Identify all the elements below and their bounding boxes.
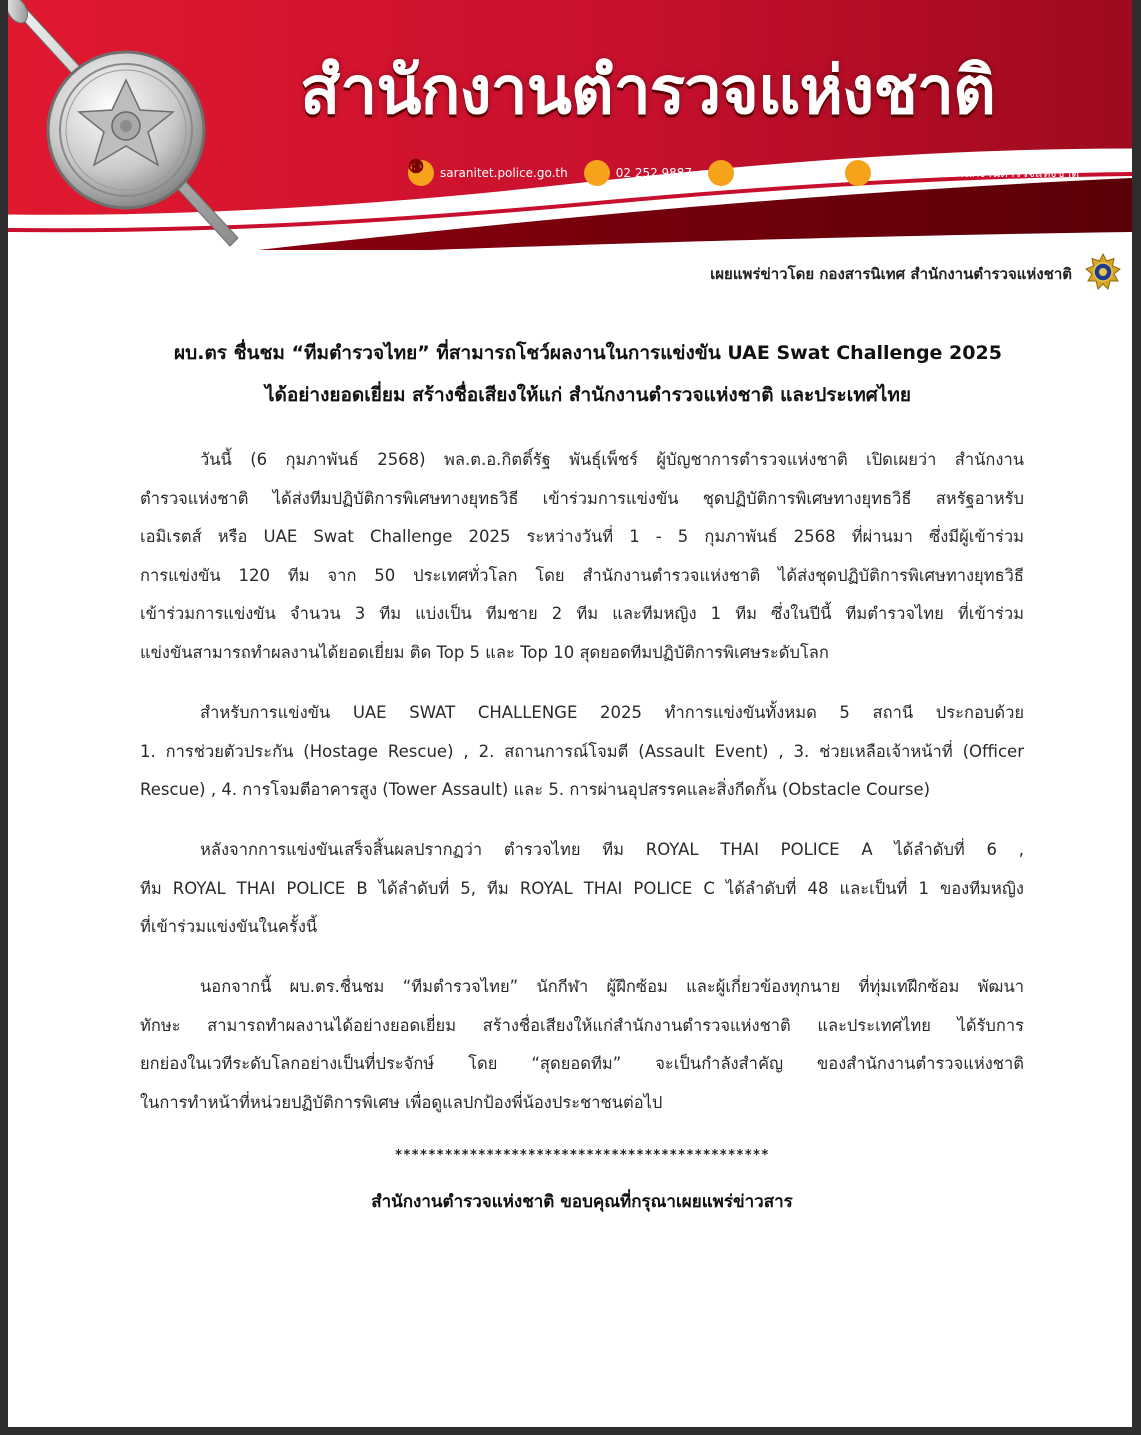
contact-phone[interactable]: [584, 160, 692, 186]
paragraph-line: นอกจากนี้ ผบ.ตร.ชื่นชม “ทีมตำรวจไทย” นักกีฬา ผู้ฝึกซ้อม และผู้เกี่ยวข้องทุกนาย ที่ทุ่มเทฝึกซ้อม พัฒนา: [200, 977, 1024, 996]
headline: [108, 332, 1068, 416]
paragraph-line: ทักษะ สามารถทำผลงานได้อย่างยอดเยี่ยม สร้างชื่อเสียงให้แก่สำนักงานตำรวจแห่งชาติ และประเทศไทย ได้รับการ: [140, 1015, 1024, 1035]
contact-website-label: saranitet.police.go.th: [440, 166, 568, 180]
paragraph-2: [140, 694, 1024, 810]
paragraph-line: เอมิเรตส์ หรือ UAE Swat Challenge 2025 ระหว่างวันที่ 1 - 5 กุมภาพันธ์ 2568 ที่ผ่านมา ซึ่งมีผู้เข้าร่วม: [140, 527, 1024, 547]
paragraph-line: ในการทำหน้าที่หน่วยปฏิบัติการพิเศษ เพื่อดูแลปกป้องพี่น้องประชาชนต่อไป: [140, 1092, 663, 1112]
police-emblem-icon: [8, 0, 248, 250]
paragraph-line: ตำรวจแห่งชาติ ได้ส่งทีมปฏิบัติการพิเศษทางยุทธวิธี เข้าร่วมการแข่งขัน ชุดปฏิบัติการพิเศษทางยุทธวิธี สหรัฐอาหรับ: [140, 488, 1024, 508]
phone-icon: [584, 160, 610, 186]
separator-stars: *********************************************: [394, 1148, 770, 1163]
paragraph-line: เข้าร่วมการแข่งขัน จำนวน 3 ทีม แบ่งเป็น ทีมชาย 2 ทีม และทีมหญิง 1 ทีม ซึ่งในปีนี้ ทีมตำรวจไทย ที่เข้าร่วม: [140, 604, 1024, 624]
headline-line-2: ได้อย่างยอดเยี่ยม สร้างชื่อเสียงให้แก่ สำนักงานตำรวจแห่งชาติ และประเทศไทย: [264, 384, 912, 406]
facebook-icon: [845, 160, 871, 186]
paragraph-line: สำหรับการแข่งขัน UAE SWAT CHALLENGE 2025 ทำการแข่งขันทั้งหมด 5 สถานี ประกอบด้วย: [200, 703, 1024, 722]
paragraph-line: หลังจากการแข่งขันเสร็จสิ้นผลปรากฏว่า ตำรวจไทย ทีม ROYAL THAI POLICE A ได้ลำดับที่ 6 ,: [200, 840, 1024, 859]
paragraph-line: Rescue) , 4. การโจมตีอาคารสูง (Tower Assault) และ 5. การผ่านอุปสรรคและสิ่งกีดกั้น (Obstacle Course): [140, 780, 931, 800]
tiktok-icon: [708, 160, 734, 186]
contact-facebook[interactable]: [845, 160, 1079, 186]
banner-title: สำนักงานตำรวจแห่งชาติ: [300, 52, 995, 129]
contact-bar: [408, 158, 1108, 188]
paragraph-line: ทีม ROYAL THAI POLICE B ได้ลำดับที่ 5, ทีม ROYAL THAI POLICE C ได้ลำดับที่ 48 และเป็นที่ 1 ของทีมหญิง: [140, 878, 1024, 898]
paragraph-line: การแข่งขัน 120 ทีม จาก 50 ประเทศทั่วโลก โดย สำนักงานตำรวจแห่งชาติ ได้ส่งชุดปฏิบัติการพิเศษทางยุทธวิธี: [140, 565, 1024, 585]
paragraph-1: [140, 441, 1024, 673]
paragraph-line: ที่เข้าร่วมแข่งขันในครั้งนี้: [140, 917, 318, 937]
police-badge-icon: [1084, 253, 1122, 291]
paragraph-line: แข่งขันสามารถทำผลงานได้ยอดเยี่ยม ติด Top 5 และ Top 10 สุดยอดทีมปฏิบัติการพิเศษระดับโลก: [140, 642, 829, 662]
headline-line-1: ผบ.ตร ชื่นชม “ทีมตำรวจไทย” ที่สามารถโชว์ผลงานในการแข่งขัน UAE Swat Challenge 2025: [174, 342, 1002, 364]
paragraph-line: วันนี้ (6 กุมภาพันธ์ 2568) พล.ต.อ.กิตติ์รัฐ พันธุ์เพ็ชร์ ผู้บัญชาการตำรวจแห่งชาติ เปิดเผยว่า สำนักงาน: [200, 450, 1024, 469]
contact-facebook-label: กองสารนิเทศ สำนักงานตำรวจแห่งชาติ: [877, 165, 1080, 180]
header-banner: [8, 0, 1132, 250]
contact-website[interactable]: [408, 160, 568, 186]
paragraph-line: 1. การช่วยตัวประกัน (Hostage Rescue) , 2. สถานการณ์โจมตี (Assault Event) , 3. ช่วยเหลือเจ้าหน้าที่ (Officer: [140, 741, 1024, 761]
published-by: เผยแพร่ข่าวโดย กองสารนิเทศ สำนักงานตำรวจแห่งชาติ: [710, 265, 1072, 283]
paragraph-4: [140, 968, 1024, 1122]
paragraph-3: [140, 831, 1024, 947]
news-release-page: [8, 0, 1132, 1427]
paragraph-line: ยกย่องในเวทีระดับโลกอย่างเป็นที่ประจักษ์ โดย “สุดยอดทีม” จะเป็นกำลังสำคัญ ของสำนักงานตำรวจแห่งชาติ: [140, 1054, 1024, 1074]
contact-tiktok[interactable]: [708, 160, 829, 186]
contact-tiktok-label: saranitetpolice: [740, 166, 830, 180]
closing-line: สำนักงานตำรวจแห่งชาติ ขอบคุณที่กรุณาเผยแพร่ข่าวสาร: [371, 1192, 793, 1212]
contact-phone-label: 02 252 9887: [615, 166, 693, 180]
